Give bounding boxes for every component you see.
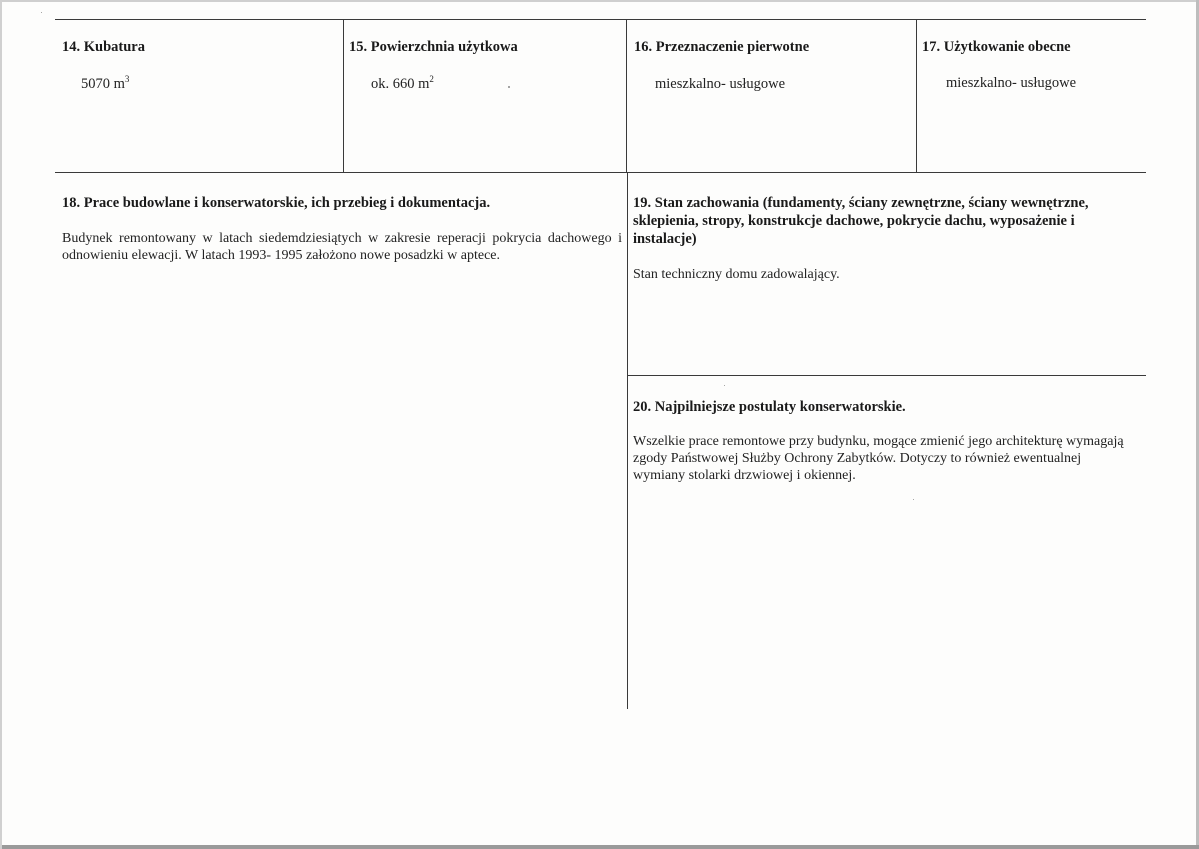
scan-speck (724, 385, 725, 386)
field-15-value (371, 75, 434, 93)
top-rule (55, 19, 1146, 20)
field19-bottom-rule (627, 375, 1146, 376)
scan-speck (41, 12, 42, 13)
row1-bottom-rule (55, 172, 1146, 173)
divider-14-15 (343, 19, 344, 173)
field-14-unit-sup: 3 (124, 74, 130, 84)
field-14-value-text: 5070 m (81, 76, 125, 92)
scan-edge-top (0, 0, 1199, 2)
field-15-value-text: ok. 660 m (371, 76, 430, 92)
scan-edge-bottom (0, 845, 1199, 849)
field-14-label: 14. Kubatura (62, 39, 145, 55)
field-16-value: mieszkalno- usługowe (655, 76, 786, 92)
scan-speck (508, 86, 510, 88)
field-20-text: Wszelkie prace remontowe przy budynku, mogące zmienić jego architekturę wymagają zgody Państwowej Służby Ochrony Zabytków. Dotyczy to również ewentualnej wymiany stolarki drzwiowej i okiennej. (633, 434, 1124, 483)
scan-speck (913, 499, 914, 500)
field-15-unit-sup: 2 (429, 74, 434, 84)
field-17-value: mieszkalno- usługowe (946, 75, 1077, 91)
field-19-text: Stan techniczny domu zadowalający. (633, 267, 840, 282)
field-16-label: 16. Przeznaczenie pierwotne (634, 39, 810, 55)
field-19-label: 19. Stan zachowania (fundamenty, ściany zewnętrzne, ściany wewnętrzne, sklepienia, stropy, konstrukcje dachowe, pokrycie dachu, wyposażenie i instalacje) (633, 195, 1089, 247)
field-15-label: 15. Powierzchnia użytkowa (349, 39, 518, 55)
field-18-text: Budynek remontowany w latach siedemdziesiątych w zakresie reperacji pokrycia dachowego i odnowieniu elewacji. W latach 1993- 1995 założono nowe posadzki w aptece. (62, 231, 622, 263)
divider-18-19 (627, 172, 628, 709)
divider-15-16 (626, 19, 627, 173)
field-14-value (81, 75, 129, 93)
field-17-label: 17. Użytkowanie obecne (922, 39, 1071, 55)
scan-edge-left (0, 0, 2, 849)
field-20-label: 20. Najpilniejsze postulaty konserwatorskie. (633, 399, 906, 415)
field-18-label: 18. Prace budowlane i konserwatorskie, ich przebieg i dokumentacja. (62, 195, 491, 211)
divider-16-17 (916, 19, 917, 173)
